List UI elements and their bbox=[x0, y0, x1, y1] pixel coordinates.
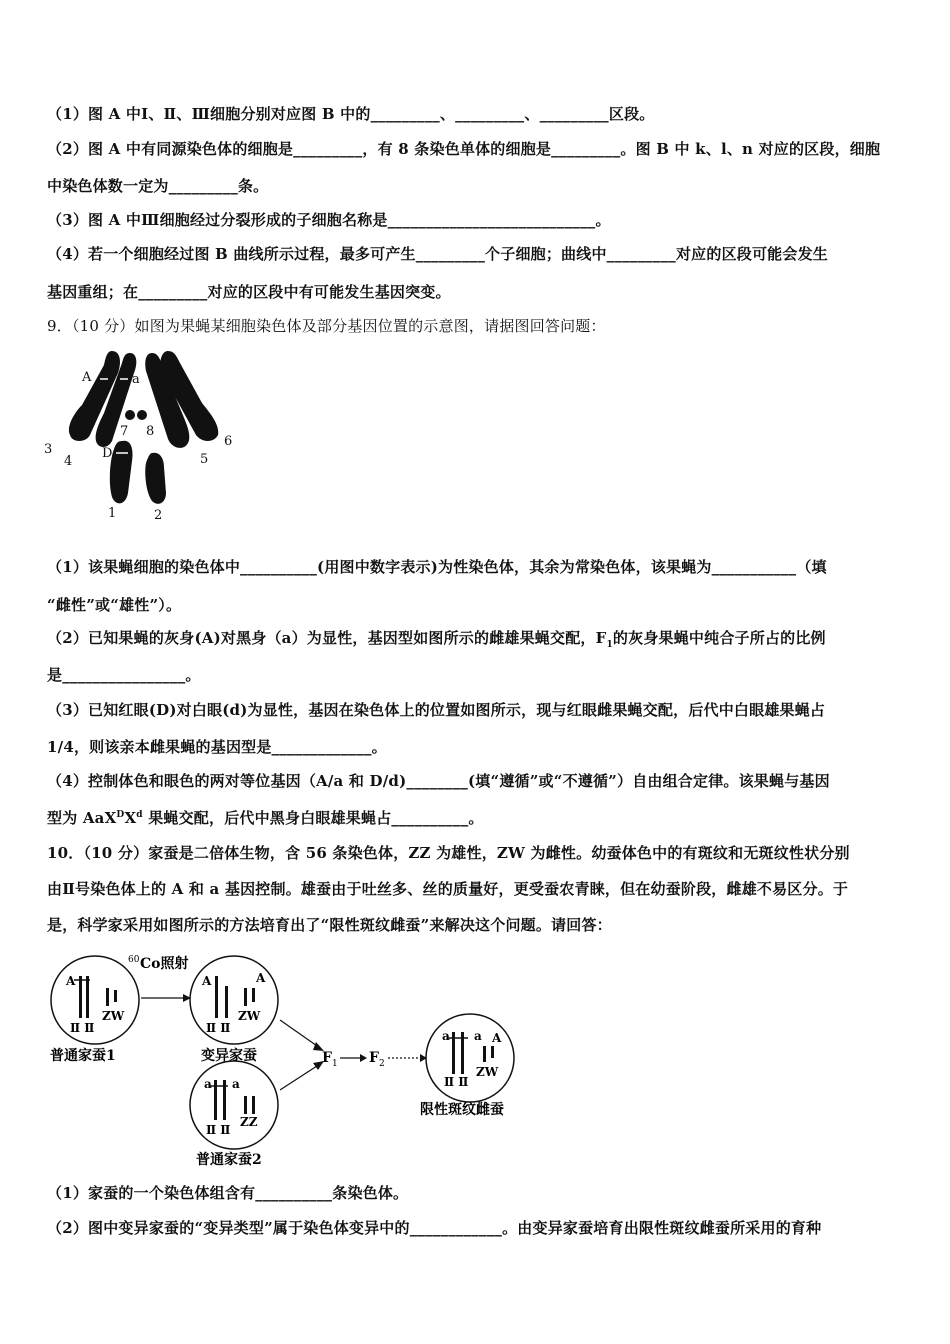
label-2: 2 bbox=[154, 508, 163, 523]
result-zw: ZW bbox=[476, 1065, 499, 1079]
label-5: 5 bbox=[200, 452, 209, 467]
label-1: 1 bbox=[108, 506, 117, 521]
q10-part2-line1: （2）图中变异家蚕的“变异类型”属于染色体变异中的____________。由变异家蚕培育出限性斑纹雌蚕所采用的育种 bbox=[47, 1219, 822, 1237]
result-gene-a2: a bbox=[474, 1029, 482, 1043]
q9-p2-sub: 1 bbox=[606, 640, 613, 650]
silkworm2-gene-a1: a bbox=[204, 1077, 212, 1091]
q9-part2-line2: 是________________。 bbox=[47, 666, 201, 684]
irradiation-label: Co照射 bbox=[140, 956, 189, 972]
q9-part3-line2: 1/4，则该亲本雌果蝇的基因型是_____________。 bbox=[47, 738, 387, 756]
silkworm-breeding-figure bbox=[48, 950, 548, 1170]
result-roman: Ⅱ Ⅱ bbox=[444, 1075, 469, 1089]
label-D: D bbox=[102, 446, 113, 461]
silkworm2-zz: ZZ bbox=[240, 1115, 258, 1129]
mutant-gene-A1: A bbox=[202, 974, 212, 988]
q8-part2-line2: 中染色体数一定为_________条。 bbox=[47, 177, 269, 195]
q10-header-line1: 10．（10 分）家蚕是二倍体生物，含 56 条染色体，ZZ 为雄性，ZW 为雌性。幼蚕体色中的有斑纹和无斑纹性状分别 bbox=[47, 844, 850, 862]
q9-p2-post: 的灰身果蝇中纯合子所占的比例 bbox=[612, 629, 826, 647]
chromosome-7 bbox=[125, 410, 135, 420]
result-gene-A: A bbox=[492, 1031, 502, 1045]
label-7: 7 bbox=[120, 424, 129, 439]
q9-part4-line2 bbox=[47, 807, 484, 828]
q8-part1: （1）图 A 中Ⅰ、Ⅱ、Ⅲ细胞分别对应图 B 中的_________、_________、_________区段。 bbox=[47, 105, 655, 123]
silkworm1-label: 普通家蚕1 bbox=[50, 1048, 116, 1064]
q10-header-line3: 是，科学家采用如图所示的方法培育出了“限性斑纹雌蚕”来解决这个问题。请回答： bbox=[47, 916, 612, 934]
q10-part1: （1）家蚕的一个染色体组含有__________条染色体。 bbox=[47, 1184, 409, 1202]
label-A: A bbox=[82, 370, 92, 385]
f1-label: F bbox=[322, 1050, 332, 1066]
q8-part2-line1: （2）图 A 中有同源染色体的细胞是_________，有 8 条染色单体的细胞是_________。图 B 中 k、l、n 对应的区段，细胞 bbox=[47, 140, 881, 158]
label-4: 4 bbox=[64, 454, 73, 469]
label-3: 3 bbox=[44, 442, 53, 457]
q9-p4-sup1: D bbox=[116, 810, 125, 820]
q9-part3-line1: （3）已知红眼(D)对白眼(d)为显性，基因在染色体上的位置如图所示，现与红眼雌果蝇交配，后代中白眼雄果蝇占 bbox=[47, 701, 826, 719]
mutant-cell bbox=[190, 956, 278, 1044]
q9-p4-t1: 型为 AaX bbox=[47, 809, 117, 827]
mutant-roman: Ⅱ Ⅱ bbox=[206, 1021, 231, 1035]
result-gene-a1: a bbox=[442, 1029, 450, 1043]
chromosome-2 bbox=[145, 453, 166, 504]
fruit-fly-chromosome-figure bbox=[42, 343, 242, 523]
q8-part3: （3）图 A 中Ⅲ细胞经过分裂形成的子细胞名称是___________________________。 bbox=[47, 211, 611, 229]
f1-sub: 1 bbox=[332, 1059, 338, 1069]
silkworm1-roman: Ⅱ Ⅱ bbox=[70, 1021, 95, 1035]
mutant-zw: ZW bbox=[238, 1009, 261, 1023]
silkworm2-cell bbox=[190, 1061, 278, 1149]
q9-part1-line2: “雌性”或“雄性”）。 bbox=[47, 596, 182, 614]
result-cell bbox=[426, 1014, 514, 1102]
chromosome-1 bbox=[110, 441, 133, 504]
f2-label: F bbox=[369, 1050, 379, 1066]
q9-p2-pre: （2）已知果蝇的灰身(A)对黑身（a）为显性，基因型如图所示的雌雄果蝇交配，F bbox=[47, 629, 607, 647]
silkworm1-gene-A: A bbox=[66, 974, 76, 988]
q9-p4-t2: X bbox=[124, 809, 137, 827]
q9-header: 9．（10 分）如图为果蝇某细胞染色体及部分基因位置的示意图，请据图回答问题： bbox=[47, 317, 606, 335]
silkworm2-roman: Ⅱ Ⅱ bbox=[206, 1123, 231, 1137]
q8-part4-line1: （4）若一个细胞经过图 B 曲线所示过程，最多可产生_________个子细胞；曲线中_________对应的区段可能会发生 bbox=[47, 245, 828, 263]
q10-header-line2: 由Ⅱ号染色体上的 A 和 a 基因控制。雄蚕由于吐丝多、丝的质量好，更受蚕农青睐，但在幼蚕阶段，雌雄不易区分。于 bbox=[47, 880, 849, 898]
q9-part4-line1: （4）控制体色和眼色的两对等位基因（A/a 和 D/d)________(填“遵循”或“不遵循”）自由组合定律。该果蝇与基因 bbox=[47, 772, 830, 790]
q9-p4-t3: 果蝇交配，后代中黑身白眼雄果蝇占__________。 bbox=[142, 809, 484, 827]
q8-part4-line2: 基因重组；在_________对应的区段中有可能发生基因突变。 bbox=[47, 283, 451, 301]
label-8: 8 bbox=[146, 424, 155, 439]
label-6: 6 bbox=[224, 434, 233, 449]
q9-p4-sup2: d bbox=[136, 810, 143, 820]
result-label: 限性斑纹雌蚕 bbox=[420, 1102, 504, 1118]
isotope-60: 60 bbox=[128, 955, 140, 965]
q9-part2-line1 bbox=[47, 627, 826, 650]
silkworm1-cell bbox=[51, 956, 139, 1044]
mutant-gene-A2: A bbox=[256, 971, 266, 985]
q9-part1-line1: （1）该果蝇细胞的染色体中__________(用图中数字表示)为性染色体，其余为常染色体，该果蝇为___________（填 bbox=[47, 558, 827, 576]
chromosome-8 bbox=[137, 410, 147, 420]
mutant-label: 变异家蚕 bbox=[201, 1048, 257, 1064]
label-a: a bbox=[132, 372, 140, 387]
silkworm2-label: 普通家蚕2 bbox=[196, 1152, 262, 1168]
silkworm1-zw: ZW bbox=[102, 1009, 125, 1023]
silkworm2-gene-a2: a bbox=[232, 1077, 240, 1091]
f2-sub: 2 bbox=[379, 1059, 385, 1069]
